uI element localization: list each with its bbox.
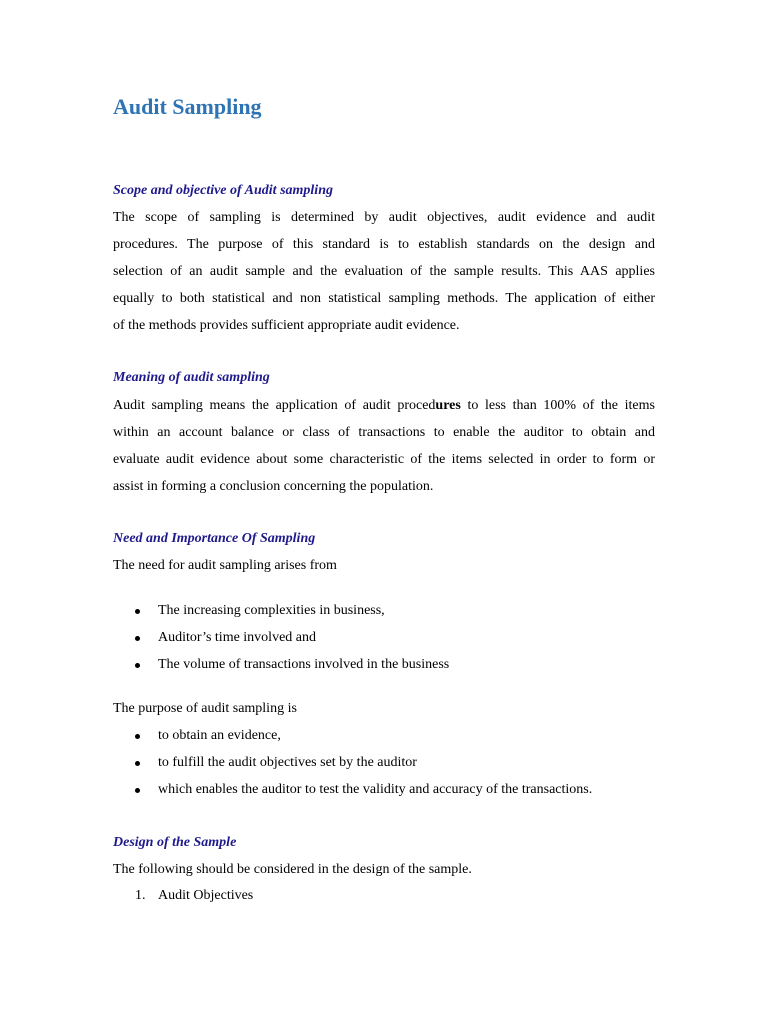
list-item	[113, 601, 449, 628]
design-intro: The following should be considered in the design of the sample.	[113, 862, 472, 877]
paragraph-line	[113, 392, 655, 419]
purpose-intro: The purpose of audit sampling is	[113, 701, 297, 716]
list-item-text: which enables the auditor to test the validity and accuracy of the transactions.	[158, 782, 593, 797]
list-item	[113, 753, 592, 780]
section-heading-need: Need and Importance Of Sampling	[113, 531, 316, 546]
list-item	[113, 628, 449, 655]
paragraph-line: selection of an audit sample and the evaluation of the sample results. This AAS applies	[113, 264, 655, 279]
paragraph-line: The scope of sampling is determined by audit objectives, audit evidence and audit	[113, 210, 655, 225]
list-item-text: Audit Objectives	[158, 888, 254, 903]
line-text: to less than 100% of the items	[460, 398, 655, 413]
line-text: Audit sampling means the application of audit proced	[113, 398, 436, 413]
section-heading-scope: Scope and objective of Audit sampling	[113, 183, 333, 198]
list-item	[113, 780, 592, 807]
list-number: 1.	[135, 888, 146, 903]
paragraph-line: assist in forming a conclusion concerning the population.	[113, 479, 434, 494]
list-item	[113, 726, 592, 753]
bullet-icon	[135, 788, 140, 793]
list-item-text: Auditor’s time involved and	[158, 630, 316, 645]
paragraph-line: within an account balance or class of transactions to enable the auditor to obtain and	[113, 425, 655, 440]
bullet-icon	[135, 636, 140, 641]
purpose-bullet-list	[113, 726, 592, 807]
list-item-text: The volume of transactions involved in the business	[158, 657, 450, 672]
need-intro: The need for audit sampling arises from	[113, 558, 337, 573]
list-item	[113, 655, 449, 682]
need-bullet-list	[113, 601, 449, 682]
paragraph-line: equally to both statistical and non statistical sampling methods. The application of either	[113, 291, 655, 306]
design-numbered-list	[113, 886, 253, 913]
list-item-text: to obtain an evidence,	[158, 728, 281, 743]
paragraph-line: procedures. The purpose of this standard is to establish standards on the design and	[113, 237, 655, 252]
list-item-text: The increasing complexities in business,	[158, 603, 385, 618]
list-item	[113, 886, 253, 913]
section-heading-design: Design of the Sample	[113, 835, 237, 850]
scope-paragraph	[113, 204, 655, 339]
list-item-text: to fulfill the audit objectives set by the auditor	[158, 755, 417, 770]
bullet-icon	[135, 609, 140, 614]
bullet-icon	[135, 761, 140, 766]
paragraph-line: of the methods provides sufficient appropriate audit evidence.	[113, 318, 460, 333]
bullet-icon	[135, 734, 140, 739]
document-title: Audit Sampling	[113, 94, 262, 119]
bullet-icon	[135, 663, 140, 668]
section-heading-meaning: Meaning of audit sampling	[113, 370, 270, 385]
paragraph-line: evaluate audit evidence about some characteristic of the items selected in order to form or	[113, 452, 655, 467]
meaning-paragraph	[113, 392, 655, 500]
bold-text: ures	[435, 398, 461, 413]
